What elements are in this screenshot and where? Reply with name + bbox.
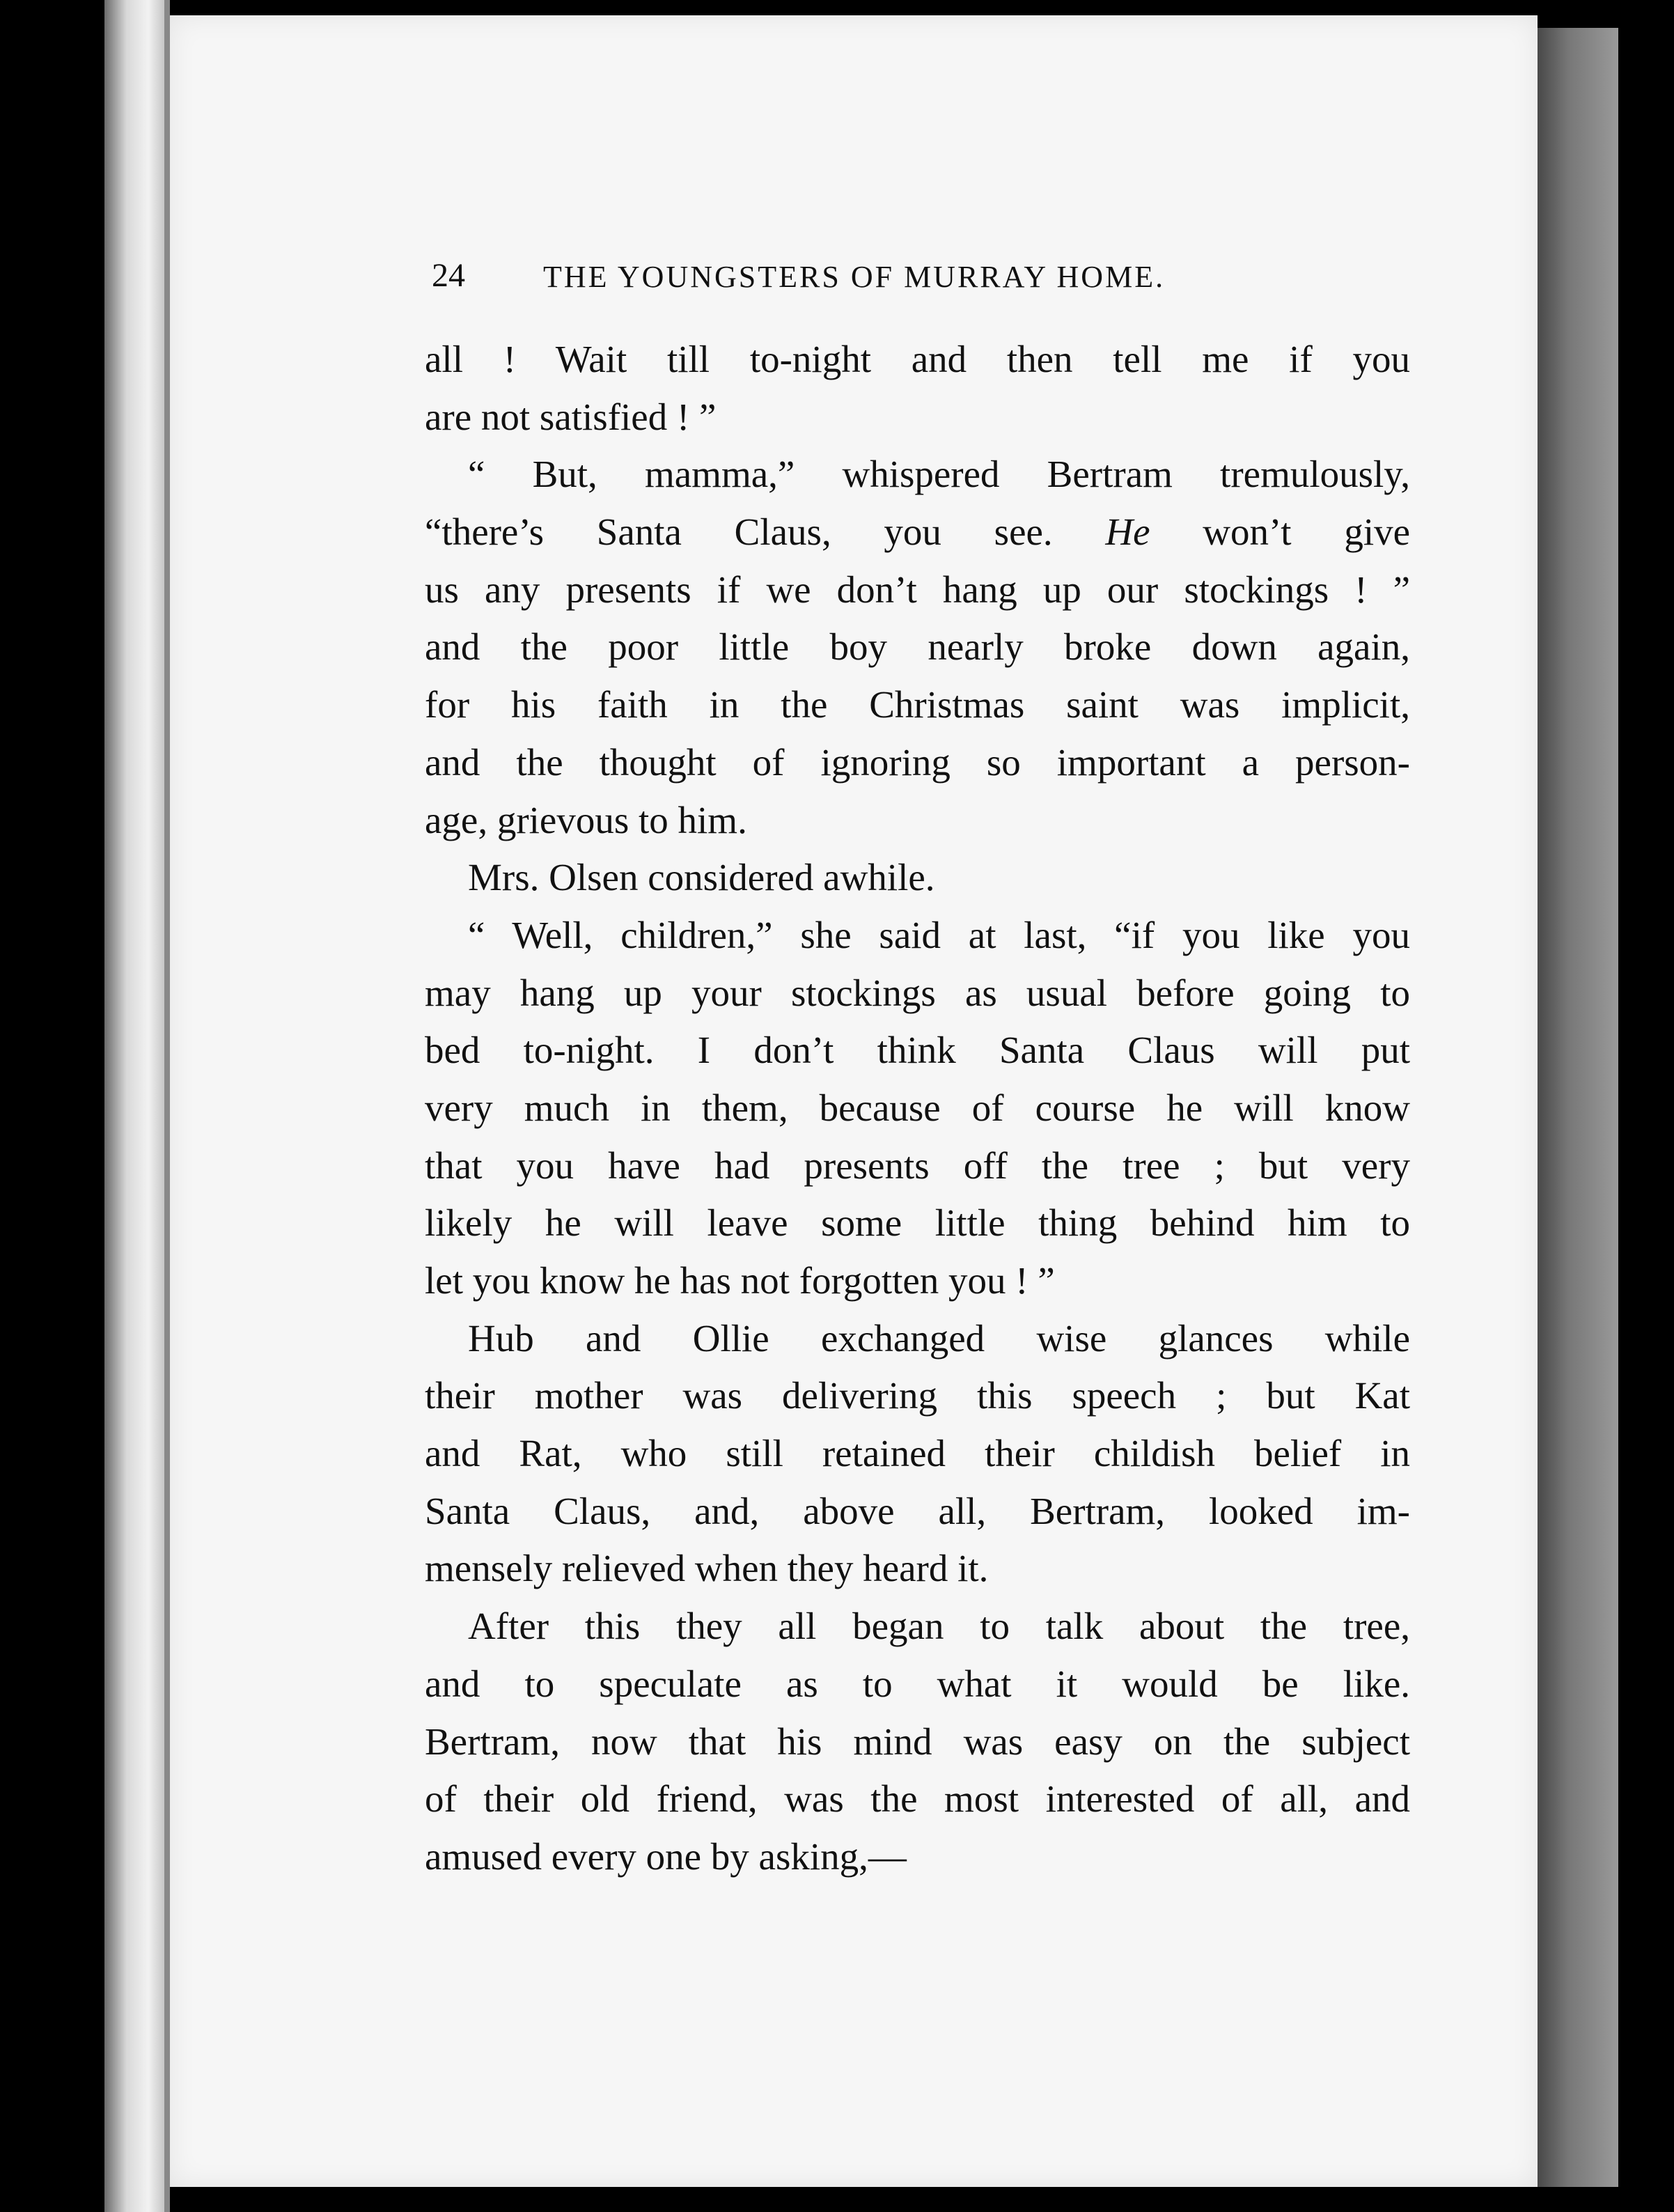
text-line: are not satisfied ! ” (425, 395, 717, 438)
italic-emphasis: He (1105, 511, 1150, 554)
text-line: mensely relieved when they heard it. (425, 1547, 989, 1590)
text-line: of their old friend, was the most interested of all, and (425, 1777, 1410, 1821)
text-line: Mrs. Olsen considered awhile. (468, 856, 935, 899)
right-page-shadow (1535, 28, 1618, 2187)
left-page-edge (104, 0, 167, 2212)
text-line: that you have had presents off the tree ; but very (425, 1144, 1410, 1187)
text-line: After this they all began to talk about the tree, (468, 1605, 1410, 1648)
text-line: “ Well, children,” she said at last, “if you like you (468, 913, 1410, 956)
body-text (425, 331, 1410, 1886)
running-header (432, 256, 1316, 312)
text-line: age, grievous to him. (425, 798, 747, 841)
text-line: and to speculate as to what it would be like. (425, 1662, 1410, 1705)
text-line: for his faith in the Christmas saint was implicit, (425, 683, 1410, 726)
right-background (1618, 28, 1674, 2187)
text-line: Bertram, now that his mind was easy on the subject (425, 1720, 1410, 1763)
text-line: bed to-night. I don’t think Santa Claus will put (425, 1029, 1410, 1072)
text-line: “ But, mamma,” whispered Bertram tremulously, (468, 453, 1410, 496)
text-line: and the poor little boy nearly broke down again, (425, 625, 1410, 669)
text-line: and the thought of ignoring so important a person- (425, 740, 1410, 784)
page-fold-line (164, 0, 170, 2212)
text-line: Hub and Ollie exchanged wise glances while (468, 1316, 1410, 1360)
text-line: likely he will leave some little thing behind him to (425, 1201, 1410, 1245)
running-title: THE YOUNGSTERS OF MURRAY HOME. (543, 260, 1166, 294)
text-line: and Rat, who still retained their childish belief in (425, 1432, 1410, 1475)
page-number: 24 (432, 257, 465, 294)
text-line: amused every one by asking,— (425, 1835, 907, 1878)
text-line: their mother was delivering this speech ; but Kat (425, 1374, 1410, 1417)
text-line: Santa Claus, and, above all, Bertram, looked im- (425, 1489, 1410, 1532)
text-line: very much in them, because of course he will know (425, 1086, 1410, 1129)
text-line: all ! Wait till to-night and then tell me if you (425, 338, 1410, 380)
text-line: let you know he has not forgotten you ! ” (425, 1259, 1055, 1302)
text-line: may hang up your stockings as usual before going to (425, 971, 1410, 1014)
text-line: “there’s Santa Claus, you see. He won’t give (425, 511, 1411, 554)
text-line: us any presents if we don’t hang up our stockings ! ” (425, 568, 1410, 611)
